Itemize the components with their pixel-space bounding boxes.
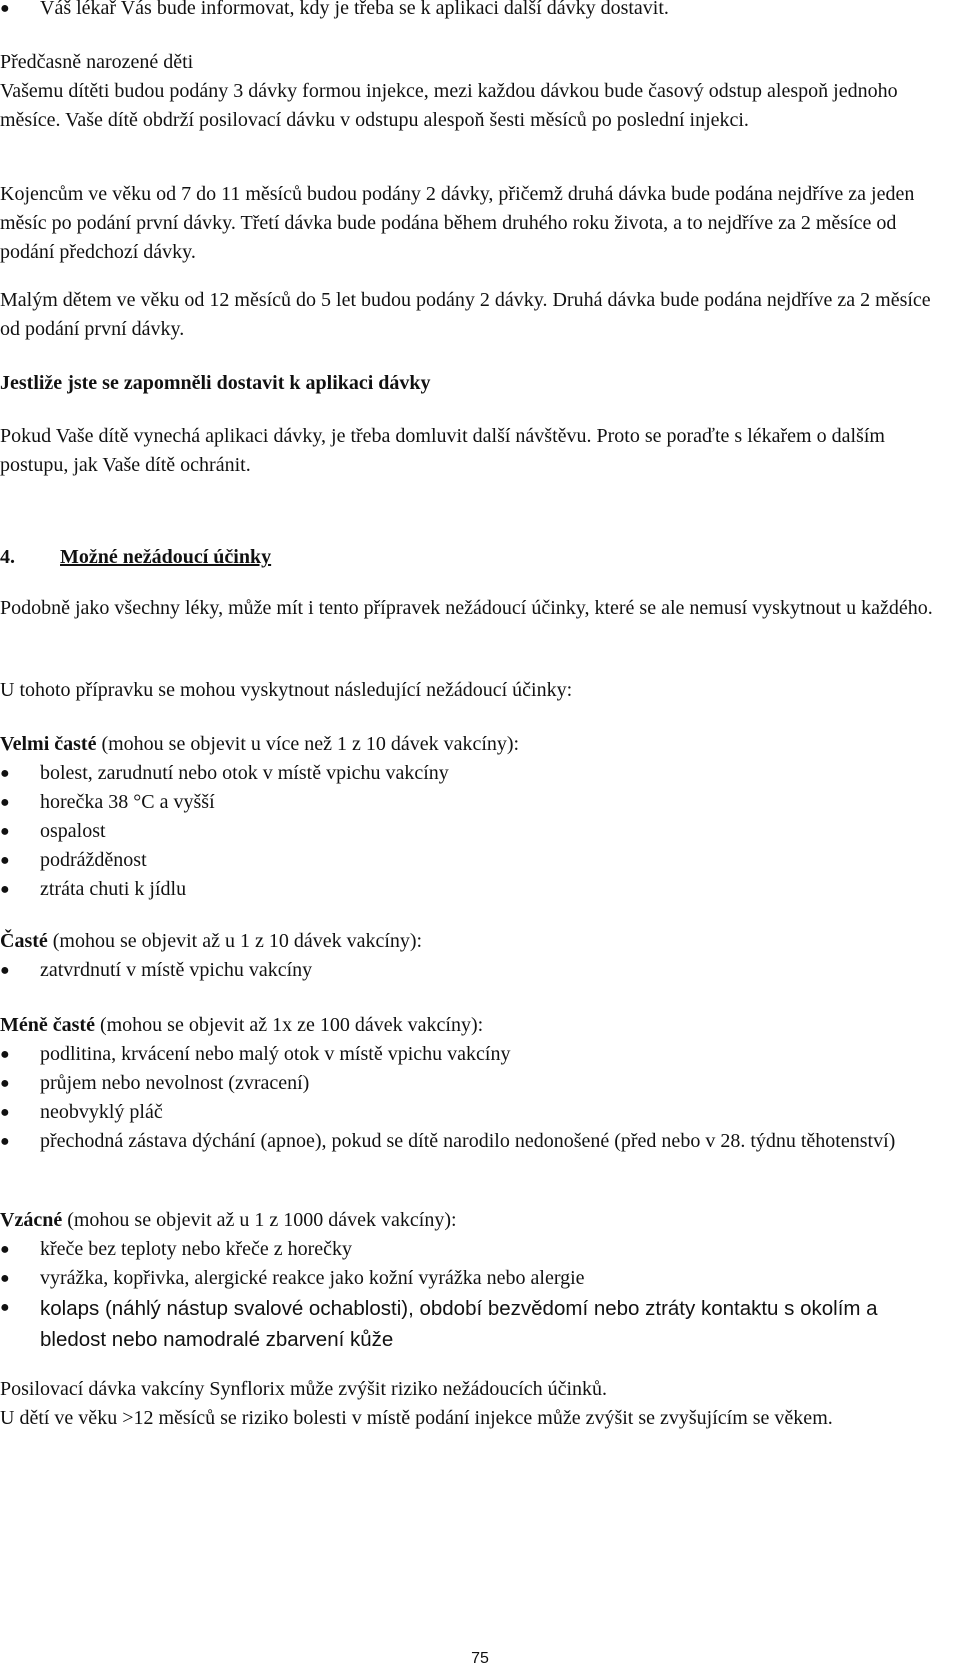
infants-paragraph <box>0 180 942 267</box>
bullet-icon: ● <box>0 852 10 869</box>
section-4-heading <box>0 543 942 572</box>
premature-section <box>0 48 942 135</box>
list-item: ● podrážděnost <box>0 846 942 875</box>
bullet-icon: ● <box>0 765 10 782</box>
common-desc: (mohou se objevit až u 1 z 10 dávek vakcíny): <box>47 930 423 952</box>
intro-bullet-text: Váš lékař Vás bude informovat, kdy je třeba se k aplikaci další dávky dostavit. <box>40 0 669 19</box>
list-item: ● průjem nebo nevolnost (zvracení) <box>0 1069 942 1098</box>
list-item: ● horečka 38 °C a vyšší <box>0 788 942 817</box>
bullet-icon: ● <box>0 1133 10 1150</box>
common-label: Časté <box>0 930 48 952</box>
intro-bullet <box>0 0 942 23</box>
list-intro-text: U tohoto přípravku se mohou vyskytnout následující nežádoucí účinky: <box>0 679 573 701</box>
rare-group <box>0 1206 942 1355</box>
infants-text: Kojencům ve věku od 7 do 11 měsíců budou podány 2 dávky, přičemž druhá dávka bude podána nejdříve za jeden měsíc po podání první dávky. Třetí dávka bude podána během druhého roku života, a to nejdříve za 2 měsíce od podání předchozí dávky. <box>0 183 915 263</box>
bullet-icon: ● <box>0 1299 10 1316</box>
list-item: ● křeče bez teploty nebo křeče z horečky <box>0 1235 942 1264</box>
very-common-label: Velmi časté <box>0 733 97 755</box>
bullet-icon: ● <box>0 823 10 840</box>
uncommon-group <box>0 1011 942 1156</box>
missed-dose-paragraph <box>0 422 942 480</box>
list-item: ● bolest, zarudnutí nebo otok v místě vpichu vakcíny <box>0 759 942 788</box>
bullet-icon: ● <box>0 1046 10 1063</box>
section-number: 4. <box>0 546 15 568</box>
section-4-intro <box>0 594 942 623</box>
children-paragraph <box>0 286 942 344</box>
list-item: ● vyrážka, kopřivka, alergické reakce jako kožní vyrážka nebo alergie <box>0 1264 942 1293</box>
closing-notes <box>0 1375 942 1433</box>
older-children-note: U dětí ve věku >12 měsíců se riziko bolesti v místě podání injekce může zvýšit se zvyšujícím se věkem. <box>0 1407 833 1429</box>
section-title: Možné nežádoucí účinky <box>60 546 272 568</box>
list-item: ● kolaps (náhlý nástup svalové ochablosti), období bezvědomí nebo ztráty kontaktu s okolím a bledost nebo namodralé zbarvení kůže <box>0 1293 942 1355</box>
rare-label: Vzácné <box>0 1209 63 1231</box>
section-4-intro-text: Podobně jako všechny léky, může mít i tento přípravek nežádoucí účinky, které se ale nemusí vyskytnout u každého. <box>0 597 933 619</box>
common-group <box>0 927 942 985</box>
list-item: ● podlitina, krvácení nebo malý otok v místě vpichu vakcíny <box>0 1040 942 1069</box>
bullet-icon: ● <box>0 1075 10 1092</box>
premature-text: Vašemu dítěti budou podány 3 dávky formou injekce, mezi každou dávkou bude časový odstup alespoň jednoho měsíce. Vaše dítě obdrží posilovací dávku v odstupu alespoň šesti měsíců po poslední injekci. <box>0 80 898 131</box>
missed-dose-heading <box>0 369 942 398</box>
uncommon-desc: (mohou se objevit až 1x ze 100 dávek vakcíny): <box>94 1014 484 1036</box>
missed-dose-text: Pokud Vaše dítě vynechá aplikaci dávky, je třeba domluvit další návštěvu. Proto se poraďte s lékařem o dalším postupu, jak Vaše dítě ochránit. <box>0 425 885 476</box>
uncommon-label: Méně časté <box>0 1014 95 1036</box>
list-item: ● přechodná zástava dýchání (apnoe), pokud se dítě narodilo nedonošené (před nebo v 28. týdnu těhotenství) <box>0 1127 942 1156</box>
children-text: Malým dětem ve věku od 12 měsíců do 5 let budou podány 2 dávky. Druhá dávka bude podána nejdříve za 2 měsíce od podání první dávky. <box>0 289 931 340</box>
page-number: 75 <box>471 1650 489 1667</box>
bullet-icon: ● <box>0 1104 10 1121</box>
list-intro <box>0 676 942 705</box>
premature-title: Předčasně narozené děti <box>0 51 194 73</box>
booster-note: Posilovací dávka vakcíny Synflorix může zvýšit riziko nežádoucích účinků. <box>0 1378 608 1400</box>
bullet-icon: ● <box>0 962 10 979</box>
rare-desc: (mohou se objevit až u 1 z 1000 dávek vakcíny): <box>62 1209 457 1231</box>
list-item: ● ospalost <box>0 817 942 846</box>
list-item: ● zatvrdnutí v místě vpichu vakcíny <box>0 956 942 985</box>
bullet-icon: ● <box>0 794 10 811</box>
bullet-icon: ● <box>0 1241 10 1258</box>
list-item: ● neobvyklý pláč <box>0 1098 942 1127</box>
missed-dose-title: Jestliže jste se zapomněli dostavit k aplikaci dávky <box>0 372 431 394</box>
bullet-icon: ● <box>0 0 10 17</box>
bullet-icon: ● <box>0 1270 10 1287</box>
very-common-desc: (mohou se objevit u více než 1 z 10 dávek vakcíny): <box>96 733 520 755</box>
bullet-icon: ● <box>0 881 10 898</box>
very-common-group <box>0 730 942 904</box>
list-item: ● ztráta chuti k jídlu <box>0 875 942 904</box>
